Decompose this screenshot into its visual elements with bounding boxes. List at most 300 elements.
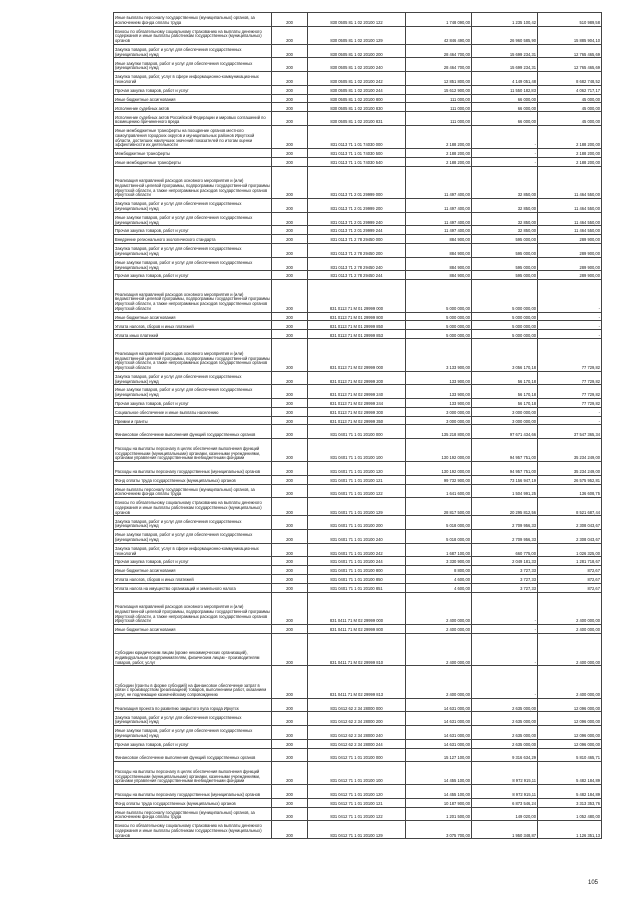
row-executed-amount: 20 295 812,56 (472, 498, 538, 516)
row-code: 200 (272, 698, 308, 712)
row-name: Внедрение регионального экологического стандарта (114, 235, 272, 244)
row-unexecuted-amount: - (538, 312, 602, 321)
row-unexecuted-amount: 136 608,75 (538, 484, 602, 498)
row-code: 200 (272, 235, 308, 244)
table-row (114, 72, 602, 86)
row-executed-amount: 1 950 348,87 (472, 821, 538, 839)
row-code: 200 (272, 112, 308, 126)
row-code: 200 (272, 166, 308, 198)
row-unexecuted-amount: 5 810 465,71 (538, 748, 602, 762)
row-code: 200 (272, 634, 308, 666)
row-unexecuted-amount: - (538, 407, 602, 416)
row-code: 200 (272, 530, 308, 544)
row-executed-amount: 3 000 000,00 (472, 407, 538, 416)
table-row (114, 312, 602, 321)
table-row (114, 26, 602, 44)
row-name: Уплата налогов, сборов и иных платежей (114, 575, 272, 584)
row-executed-amount: 3 727,33 (472, 566, 538, 575)
table-row (114, 583, 602, 592)
row-executed-amount: 4 149 051,48 (472, 72, 538, 86)
row-name: Фонд оплаты труда государственных (муниципальных) органов (114, 798, 272, 807)
row-code: 200 (272, 385, 308, 399)
row-executed-amount: 9 316 634,29 (472, 748, 538, 762)
row-name: Иные бюджетные ассигнования (114, 94, 272, 103)
row-unexecuted-amount: 3 313 353,76 (538, 798, 602, 807)
row-executed-amount: 56 170,18 (472, 371, 538, 385)
row-approved-amount: 11 497 400,00 (406, 166, 472, 198)
row-executed-amount: 66 000,00 (472, 103, 538, 112)
row-executed-amount: 26 960 585,90 (472, 26, 538, 44)
table-row (114, 112, 602, 126)
row-code: 200 (272, 125, 308, 148)
row-classification-code: 831 0113 71 М 02 29999 350 (308, 416, 406, 425)
table-row (114, 271, 602, 280)
row-approved-amount: 1 641 600,00 (406, 484, 472, 498)
row-executed-amount: 3 056 170,18 (472, 339, 538, 371)
row-name: Закупка товаров, работ, услуг в сфере информационно-коммуникационных технологий (114, 72, 272, 86)
row-unexecuted-amount: 2 400 000,00 (538, 666, 602, 698)
table-row (114, 566, 602, 575)
row-executed-amount: 1 504 991,25 (472, 484, 538, 498)
row-name: Иные бюджетные ассигнования (114, 625, 272, 634)
row-approved-amount: 111 000,00 (406, 94, 472, 103)
row-unexecuted-amount: 2 308 043,67 (538, 516, 602, 530)
table-row (114, 807, 602, 821)
row-executed-amount: 56 170,18 (472, 385, 538, 399)
row-unexecuted-amount: 45 000,00 (538, 103, 602, 112)
row-unexecuted-amount: 12 096 000,00 (538, 712, 602, 726)
row-name: Иные закупки товаров, работ и услуг для обеспечения государственных (муниципальных) нужд (114, 212, 272, 226)
row-name: Расходы на выплаты персоналу государственных (муниципальных) органов (114, 462, 272, 476)
table-row (114, 416, 602, 425)
table-row (114, 280, 602, 312)
row-executed-amount: 5 000 000,00 (472, 312, 538, 321)
row-classification-code: 831 0401 71 1 01 20100 850 (308, 575, 406, 584)
row-name: Уплата иных платежей (114, 330, 272, 339)
row-classification-code: 831 0113 71 М 02 29999 200 (308, 371, 406, 385)
row-unexecuted-amount: 872,67 (538, 583, 602, 592)
table-row (114, 498, 602, 516)
row-code: 200 (272, 726, 308, 740)
row-classification-code: 831 0401 71 1 01 20100 121 (308, 475, 406, 484)
row-classification-code: 831 0113 71 М 01 29999 850 (308, 321, 406, 330)
row-executed-amount: 5 000 000,00 (472, 330, 538, 339)
row-approved-amount: 3 075 700,00 (406, 821, 472, 839)
row-classification-code: 830 0505 81 1 02 20100 242 (308, 72, 406, 86)
row-name: Межбюджетные трансферты (114, 148, 272, 157)
table-row (114, 592, 602, 624)
row-approved-amount: 2 400 000,00 (406, 625, 472, 634)
row-classification-code: 831 0401 71 1 01 20100 100 (308, 439, 406, 462)
row-classification-code: 831 0113 71 2 01 29999 244 (308, 226, 406, 235)
row-classification-code: 831 0412 71 1 01 20100 120 (308, 785, 406, 799)
row-unexecuted-amount: 289 900,00 (538, 235, 602, 244)
table-row (114, 762, 602, 785)
row-code: 200 (272, 416, 308, 425)
row-approved-amount: 884 900,00 (406, 257, 472, 271)
table-row (114, 530, 602, 544)
row-approved-amount: 4 600,00 (406, 583, 472, 592)
table-row (114, 94, 602, 103)
row-executed-amount: 15 699 234,31 (472, 44, 538, 58)
row-executed-amount: - (472, 157, 538, 166)
row-code: 200 (272, 807, 308, 821)
row-code: 200 (272, 58, 308, 72)
row-name: Иные закупки товаров, работ и услуг для обеспечения государственных (муниципальных) нужд (114, 726, 272, 740)
row-name: Прочая закупка товаров, работ и услуг (114, 557, 272, 566)
row-name: Социальное обеспечение и иные выплаты населению (114, 407, 272, 416)
row-approved-amount: 884 900,00 (406, 235, 472, 244)
row-code: 200 (272, 212, 308, 226)
row-unexecuted-amount: 12 096 000,00 (538, 726, 602, 740)
row-approved-amount: 884 900,00 (406, 244, 472, 258)
row-classification-code: 831 0113 71 1 01 74030 000 (308, 125, 406, 148)
row-unexecuted-amount: 12 765 465,69 (538, 44, 602, 58)
row-approved-amount: 884 900,00 (406, 271, 472, 280)
row-name: Иные межбюджетные трансферты (114, 157, 272, 166)
row-classification-code: 831 0401 71 1 01 20100 242 (308, 543, 406, 557)
table-row (114, 516, 602, 530)
row-approved-amount: 3 000 000,00 (406, 407, 472, 416)
row-classification-code: 831 0113 71 2 01 29999 240 (308, 212, 406, 226)
row-executed-amount: - (472, 125, 538, 148)
row-unexecuted-amount: 26 575 952,81 (538, 475, 602, 484)
row-approved-amount: 3 133 900,00 (406, 339, 472, 371)
row-unexecuted-amount: 872,67 (538, 566, 602, 575)
row-executed-amount: 595 000,00 (472, 235, 538, 244)
row-approved-amount: 11 497 400,00 (406, 212, 472, 226)
row-classification-code: 831 0411 71 М 02 29999 000 (308, 592, 406, 624)
row-classification-code: 831 0113 71 М 01 29999 853 (308, 330, 406, 339)
row-executed-amount: 5 000 000,00 (472, 280, 538, 312)
row-executed-amount: 595 000,00 (472, 271, 538, 280)
row-classification-code: 831 0401 71 1 01 20100 244 (308, 557, 406, 566)
row-name: Взносы по обязательному социальному страхованию на выплаты денежного содержания и иные выплаты работникам государственных (муниципальных) органов (114, 26, 272, 44)
row-executed-amount: 2 709 956,33 (472, 516, 538, 530)
row-unexecuted-amount: 37 547 365,34 (538, 425, 602, 439)
row-executed-amount: 2 049 181,33 (472, 557, 538, 566)
row-code: 200 (272, 94, 308, 103)
row-approved-amount: 133 900,00 (406, 371, 472, 385)
row-classification-code: 830 0505 81 1 02 20100 800 (308, 94, 406, 103)
row-unexecuted-amount: 11 464 550,00 (538, 226, 602, 235)
row-code: 200 (272, 748, 308, 762)
table-row (114, 235, 602, 244)
row-code: 200 (272, 398, 308, 407)
row-executed-amount: 1 235 100,42 (472, 13, 538, 27)
row-unexecuted-amount: 1 281 718,67 (538, 557, 602, 566)
row-classification-code: 830 0505 81 1 02 20100 200 (308, 44, 406, 58)
table-row (114, 257, 602, 271)
row-executed-amount: 2 635 000,00 (472, 739, 538, 748)
row-code: 200 (272, 557, 308, 566)
row-name: Финансовое обеспечение выполнения функций государственных органов (114, 425, 272, 439)
row-code: 200 (272, 244, 308, 258)
row-code: 200 (272, 321, 308, 330)
row-name: Исполнение судебных актов Российской Федерации и мировых соглашений по возмещению причиненного вреда (114, 112, 272, 126)
row-code: 200 (272, 330, 308, 339)
table-row (114, 407, 602, 416)
table-row (114, 321, 602, 330)
row-approved-amount: 2 188 200,00 (406, 148, 472, 157)
row-name: Закупка товаров, работ и услуг для обеспечения государственных (муниципальных) нужд (114, 712, 272, 726)
row-approved-amount: 15 612 900,00 (406, 85, 472, 94)
row-code: 200 (272, 516, 308, 530)
row-name: Иные межбюджетные трансферты на поощрение органов местного самоуправления городских округов и муниципальных районов Иркутской области, достигших наилучших значений показателей по итогам оценки эффективности их деятельности (114, 125, 272, 148)
row-code: 200 (272, 425, 308, 439)
row-code: 200 (272, 543, 308, 557)
budget-execution-table (113, 12, 602, 839)
row-classification-code: 831 0401 71 1 01 20100 851 (308, 583, 406, 592)
row-classification-code: 831 0113 71 М 02 29999 300 (308, 407, 406, 416)
row-classification-code: 831 0401 71 1 01 20100 129 (308, 498, 406, 516)
row-executed-amount: 8 972 915,11 (472, 762, 538, 785)
row-classification-code: 831 0401 71 1 01 20100 240 (308, 530, 406, 544)
table-row (114, 330, 602, 339)
row-code: 200 (272, 712, 308, 726)
row-classification-code: 831 0412 62 2 34 28000 200 (308, 712, 406, 726)
row-classification-code: 830 0505 81 1 02 20100 830 (308, 103, 406, 112)
row-approved-amount: 133 900,00 (406, 398, 472, 407)
row-executed-amount: 56 170,18 (472, 398, 538, 407)
row-executed-amount: 66 000,00 (472, 112, 538, 126)
table-row (114, 748, 602, 762)
row-code: 200 (272, 498, 308, 516)
row-approved-amount: 2 400 000,00 (406, 592, 472, 624)
row-unexecuted-amount: 2 188 200,00 (538, 125, 602, 148)
row-code: 200 (272, 566, 308, 575)
row-executed-amount: 32 850,00 (472, 199, 538, 213)
row-classification-code: 831 0412 71 1 01 20100 129 (308, 821, 406, 839)
row-unexecuted-amount: 12 765 465,69 (538, 58, 602, 72)
row-code: 200 (272, 785, 308, 799)
row-name: Закупка товаров, работ и услуг для обеспечения государственных (муниципальных) нужд (114, 199, 272, 213)
row-executed-amount: - (472, 592, 538, 624)
row-approved-amount: 133 900,00 (406, 385, 472, 399)
row-approved-amount: 11 497 400,00 (406, 226, 472, 235)
row-unexecuted-amount: 77 729,82 (538, 371, 602, 385)
table-row (114, 385, 602, 399)
row-approved-amount: 42 846 490,00 (406, 26, 472, 44)
row-classification-code: 831 0412 71 1 01 20100 000 (308, 748, 406, 762)
row-approved-amount: 2 400 000,00 (406, 666, 472, 698)
row-executed-amount: - (472, 625, 538, 634)
row-code: 200 (272, 271, 308, 280)
row-executed-amount: 2 709 956,33 (472, 530, 538, 544)
row-code: 200 (272, 157, 308, 166)
row-classification-code: 831 0412 62 2 34 28000 244 (308, 739, 406, 748)
row-name: Закупка товаров, работ и услуг для обеспечения государственных (муниципальных) нужд (114, 371, 272, 385)
table-row (114, 339, 602, 371)
row-approved-amount: 4 600,00 (406, 575, 472, 584)
row-classification-code: 831 0401 71 1 01 20100 200 (308, 516, 406, 530)
table-row (114, 625, 602, 634)
row-code: 200 (272, 575, 308, 584)
table-row (114, 439, 602, 462)
row-name: Взносы по обязательному социальному страхованию на выплаты денежного содержания и иные выплаты работникам государственных (муниципальных) органов (114, 821, 272, 839)
row-name: Иные закупки товаров, работ и услуг для обеспечения государственных (муниципальных) нужд (114, 530, 272, 544)
row-classification-code: 831 0412 71 1 01 20100 121 (308, 798, 406, 807)
row-unexecuted-amount: 510 989,58 (538, 13, 602, 27)
row-classification-code: 831 0113 71 2 78 29450 000 (308, 235, 406, 244)
row-code: 200 (272, 407, 308, 416)
row-name: Реализация направлений расходов основного мероприятия и (или) ведомственной целевой программы, подпрограммы государственной программы Иркутской области, а также непрограммных расходов государственных органов Иркутской области (114, 280, 272, 312)
row-name: Уплата налогов, сборов и иных платежей (114, 321, 272, 330)
row-code: 200 (272, 592, 308, 624)
row-classification-code: 830 0505 81 1 02 20100 129 (308, 26, 406, 44)
row-unexecuted-amount: 5 482 184,89 (538, 762, 602, 785)
row-code: 200 (272, 199, 308, 213)
table-row (114, 739, 602, 748)
row-executed-amount: 32 850,00 (472, 166, 538, 198)
row-code: 200 (272, 371, 308, 385)
row-unexecuted-amount: 872,67 (538, 575, 602, 584)
row-approved-amount: 28 464 700,00 (406, 58, 472, 72)
table-row (114, 798, 602, 807)
row-name: Субсидии юридическим лицам (кроме некоммерческих организаций), индивидуальным предпринимателям, физическим лицам - производителям товаров, работ, услуг (114, 634, 272, 666)
row-classification-code: 831 0411 71 М 02 29999 813 (308, 666, 406, 698)
row-name: Закупка товаров, работ и услуг для обеспечения государственных (муниципальных) нужд (114, 244, 272, 258)
page-number: 105 (588, 880, 599, 886)
row-approved-amount: 2 188 200,00 (406, 125, 472, 148)
table-row (114, 785, 602, 799)
row-unexecuted-amount: 289 900,00 (538, 244, 602, 258)
row-approved-amount: 5 018 000,00 (406, 516, 472, 530)
row-name: Иные бюджетные ассигнования (114, 312, 272, 321)
row-executed-amount: 3 000 000,00 (472, 416, 538, 425)
row-name: Субсидии (гранты в форме субсидий) на финансовое обеспечение затрат в связи с производством (реализацией) товаров, выполнением работ, оказанием услуг, не подлежащие казначейскому сопровождению (114, 666, 272, 698)
row-classification-code: 831 0401 71 1 01 20100 122 (308, 484, 406, 498)
row-code: 200 (272, 475, 308, 484)
row-name: Расходы на выплаты персоналу в целях обеспечения выполнения функций государственными (муниципальными) органами, казенными учреждениями, органами управления государственными внебюджетными фондами (114, 439, 272, 462)
row-executed-amount: 32 850,00 (472, 226, 538, 235)
row-approved-amount: 14 631 000,00 (406, 739, 472, 748)
row-executed-amount: 3 727,33 (472, 575, 538, 584)
row-classification-code: 830 0505 81 1 02 20100 122 (308, 13, 406, 27)
row-unexecuted-amount: 1 126 351,13 (538, 821, 602, 839)
row-executed-amount: 595 000,00 (472, 257, 538, 271)
table-row (114, 712, 602, 726)
row-approved-amount: 2 188 200,00 (406, 157, 472, 166)
row-unexecuted-amount: 77 729,82 (538, 339, 602, 371)
row-unexecuted-amount: 2 400 000,00 (538, 625, 602, 634)
row-name: Прочая закупка товаров, работ и услуг (114, 85, 272, 94)
row-name: Финансовое обеспечение выполнения функций государственных органов (114, 748, 272, 762)
row-executed-amount: 2 635 000,00 (472, 712, 538, 726)
row-unexecuted-amount: 77 729,82 (538, 398, 602, 407)
row-approved-amount: 1 201 500,00 (406, 807, 472, 821)
row-classification-code: 831 0113 71 2 01 29999 000 (308, 166, 406, 198)
table-row (114, 244, 602, 258)
row-name: Реализация направлений расходов основного мероприятия и (или) ведомственной целевой программы, подпрограммы государственной программы Иркутской области, а также непрограммных расходов государственных органов Иркутской области (114, 166, 272, 198)
table-row (114, 148, 602, 157)
row-name: Реализация проекта по развитию закрытого пула города Иркутск (114, 698, 272, 712)
row-classification-code: 831 0113 71 М 01 29999 800 (308, 312, 406, 321)
row-classification-code: 831 0411 71 М 02 29999 810 (308, 634, 406, 666)
row-classification-code: 831 0412 71 1 01 20100 122 (308, 807, 406, 821)
row-executed-amount: 3 727,33 (472, 583, 538, 592)
row-unexecuted-amount: 2 308 043,67 (538, 530, 602, 544)
row-executed-amount: 94 957 751,00 (472, 462, 538, 476)
row-name: Расходы на выплаты персоналу государственных (муниципальных) органов (114, 785, 272, 799)
row-name: Взносы по обязательному социальному страхованию на выплаты денежного содержания и иные выплаты работникам государственных (муниципальных) органов (114, 498, 272, 516)
table-row (114, 125, 602, 148)
row-executed-amount: 11 550 182,83 (472, 85, 538, 94)
row-approved-amount: 135 218 800,00 (406, 425, 472, 439)
row-classification-code: 831 0401 71 1 01 20100 120 (308, 462, 406, 476)
row-approved-amount: 14 455 100,00 (406, 762, 472, 785)
table-row (114, 103, 602, 112)
row-unexecuted-amount: 11 464 550,00 (538, 199, 602, 213)
table-row (114, 226, 602, 235)
row-code: 200 (272, 72, 308, 86)
table-row (114, 425, 602, 439)
row-code: 200 (272, 666, 308, 698)
row-approved-amount: 14 631 000,00 (406, 712, 472, 726)
row-unexecuted-amount: 2 400 000,00 (538, 634, 602, 666)
row-unexecuted-amount: 1 052 480,00 (538, 807, 602, 821)
row-code: 200 (272, 739, 308, 748)
row-executed-amount: - (472, 634, 538, 666)
row-unexecuted-amount: - (538, 321, 602, 330)
row-approved-amount: 5 000 000,00 (406, 280, 472, 312)
row-name: Реализация направлений расходов основного мероприятия и (или) ведомственной целевой программы, подпрограммы государственной программы Иркутской области, а также непрограммных расходов государственных органов Иркутской области (114, 592, 272, 624)
row-approved-amount: 130 192 000,00 (406, 462, 472, 476)
row-approved-amount: 28 817 500,00 (406, 498, 472, 516)
row-unexecuted-amount: 77 729,82 (538, 385, 602, 399)
row-unexecuted-amount: 11 464 550,00 (538, 166, 602, 198)
table-row (114, 157, 602, 166)
table-row (114, 398, 602, 407)
table-row (114, 13, 602, 27)
row-executed-amount: 5 000 000,00 (472, 321, 538, 330)
row-approved-amount: 1 748 090,00 (406, 13, 472, 27)
row-executed-amount: 97 671 434,66 (472, 425, 538, 439)
row-name: Закупка товаров, работ и услуг для обеспечения государственных (муниципальных) нужд (114, 516, 272, 530)
row-approved-amount: 10 187 900,00 (406, 798, 472, 807)
row-classification-code: 831 0113 71 М 02 29999 240 (308, 385, 406, 399)
row-executed-amount: 2 635 000,00 (472, 698, 538, 712)
row-unexecuted-amount: 45 000,00 (538, 112, 602, 126)
row-code: 200 (272, 148, 308, 157)
row-code: 200 (272, 462, 308, 476)
row-executed-amount: 660 775,00 (472, 543, 538, 557)
row-approved-amount: 15 127 100,00 (406, 748, 472, 762)
row-name: Иные выплаты персоналу государственных (муниципальных) органов, за исключением фонда оплаты труда (114, 13, 272, 27)
row-unexecuted-amount: 35 234 249,00 (538, 439, 602, 462)
row-approved-amount: 99 732 900,00 (406, 475, 472, 484)
row-name: Исполнение судебных актов (114, 103, 272, 112)
row-classification-code: 831 0412 71 1 01 20100 100 (308, 762, 406, 785)
row-code: 200 (272, 26, 308, 44)
row-classification-code: 831 0401 71 1 01 20100 800 (308, 566, 406, 575)
row-unexecuted-amount: 289 900,00 (538, 271, 602, 280)
row-name: Прочая закупка товаров, работ и услуг (114, 271, 272, 280)
row-code: 200 (272, 798, 308, 807)
row-code: 200 (272, 103, 308, 112)
table-row (114, 462, 602, 476)
table-body (114, 13, 602, 839)
row-unexecuted-amount: 8 682 748,52 (538, 72, 602, 86)
row-approved-amount: 5 018 000,00 (406, 530, 472, 544)
row-name: Закупка товаров, работ и услуг для обеспечения государственных (муниципальных) нужд (114, 44, 272, 58)
row-approved-amount: 111 000,00 (406, 112, 472, 126)
row-classification-code: 831 0113 71 2 78 29450 244 (308, 271, 406, 280)
table-row (114, 634, 602, 666)
row-name: Прочая закупка товаров, работ и услуг (114, 739, 272, 748)
table-row (114, 58, 602, 72)
table-row (114, 85, 602, 94)
